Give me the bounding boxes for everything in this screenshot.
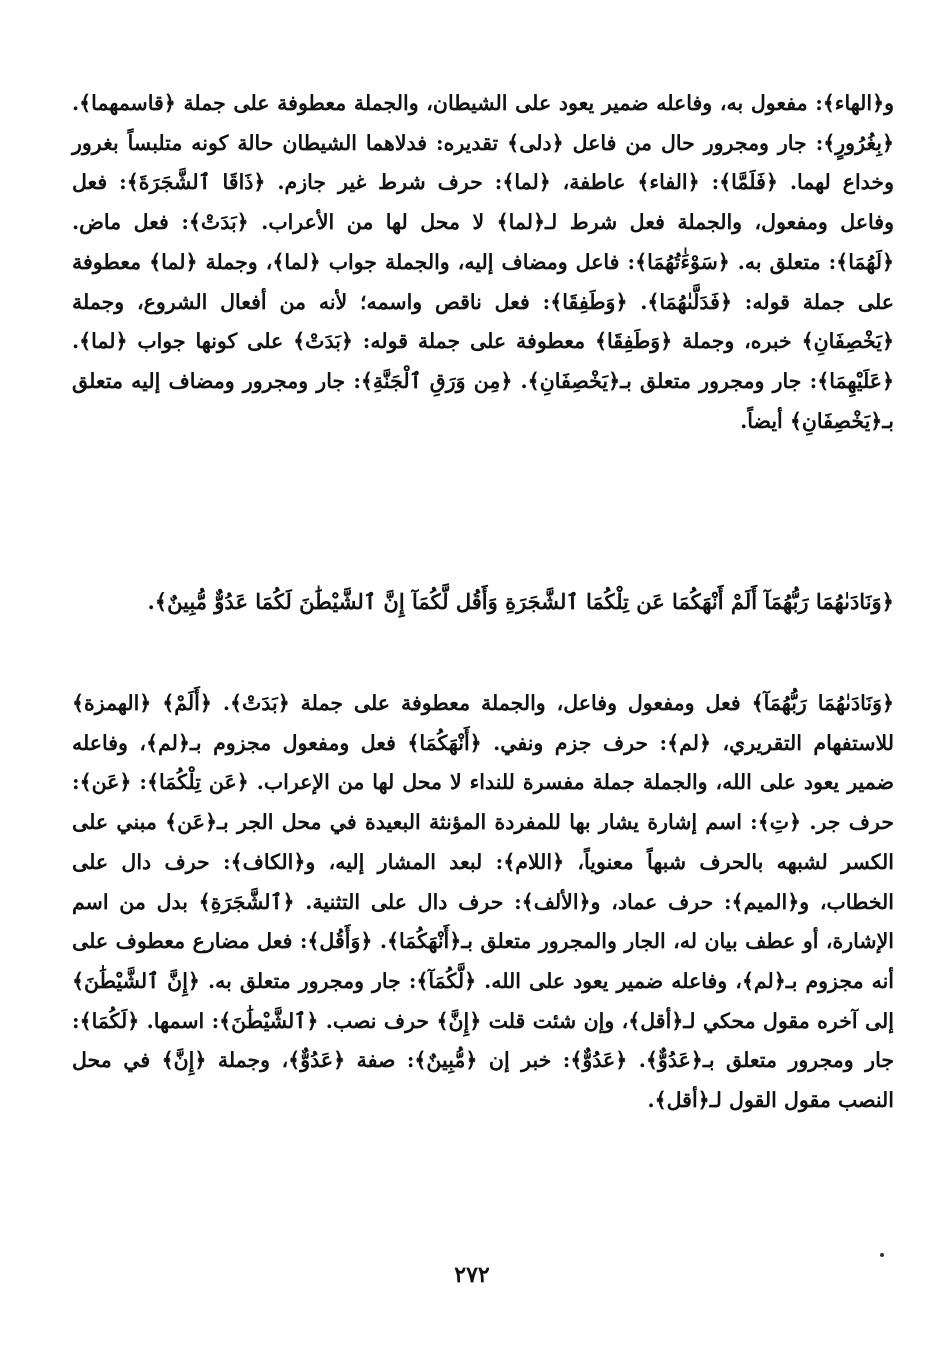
commentary-paragraph-2: ﴿وَنَادَىٰهُمَا رَبُّهُمَآ﴾ فعل ومفعول وفاعل، والجملة معطوفة على جملة ﴿بَدَتْ﴾. ﴿أَلَمْ﴾ ﴿الهمزة﴾ للاستفهام التقريري، ﴿لم﴾: حرف جزم ونفي. ﴿أَنْهَكُمَا﴾ فعل ومفعول مجزوم بـ﴿لم﴾، وفاعله ضمير يعود على الله، والجملة جملة مفسرة للنداء لا محل لها من الإعراب. ﴿عَن تِلْكُمَا﴾: ﴿عَن﴾: حرف جر. ﴿تِ﴾: اسم إشارة يشار بها للمفردة المؤنثة البعيدة في محل الجر بـ﴿عَن﴾ مبني على الكسر لشبهه بالحرف شبهاً معنوياً، ﴿اللام﴾: لبعد المشار إليه، و﴿الكاف﴾: حرف دال على الخطاب، و﴿الميم﴾: حرف عماد، و﴿الألف﴾: حرف دال على التثنية. ﴿ٱلشَّجَرَةِ﴾ بدل من اسم الإشارة، أو عطف بيان له، الجار والمجرور متعلق بـ﴿أَنْهَكُمَا﴾. ﴿وَأَقُل﴾: فعل مضارع معطوف على أنه مجزوم بـ﴿لم﴾، وفاعله ضمير يعود على الله. ﴿لَّكُمَآ﴾: جار ومجرور متعلق به. ﴿إِنَّ ٱلشَّيْطَٰنَ﴾ إلى آخره مقول محكي لـ﴿أقل﴾، وإن شئت قلت ﴿إِنَّ﴾ حرف نصب. ﴿ٱلشَّيْطَٰنَ﴾: اسمها. ﴿لَكُمَا﴾: جار ومجرور متعلق بـ﴿عَدُوٌّ﴾. ﴿عَدُوٌّ﴾: خبر إن ﴿مُّبِينٌ﴾: صفة ﴿عَدُوٌّ﴾، وجملة ﴿إِنَّ﴾ في محل النصب مقول القول لـ﴿أقل﴾. xyxy=(72,691,894,1113)
page-number: ٢٧٢ xyxy=(454,1262,490,1288)
quran-verse: ﴿وَنَادَىٰهُمَا رَبُّهُمَآ أَلَمْ أَنْهَكُمَا عَن تِلْكُمَا ٱلشَّجَرَةِ وَأَقُل لَّكُمَآ إِنَّ ٱلشَّيْطَٰنَ لَكُمَا عَدُوٌّ مُّبِينٌ﴾. xyxy=(147,589,894,614)
commentary-block-1 xyxy=(72,84,894,560)
commentary-block-2 xyxy=(72,684,894,1160)
commentary-paragraph-1: و﴿الهاء﴾: مفعول به، وفاعله ضمير يعود على الشيطان، والجملة معطوفة على جملة ﴿قاسمهما﴾. ﴿بِغُرُورٍ﴾: جار ومجرور حال من فاعل ﴿دلى﴾ تقديره: فدلاهما الشيطان حالة كونه متلبساً بغرور وخداع لهما. ﴿فَلَمَّا﴾: ﴿الفاء﴾ عاطفة، ﴿لما﴾: حرف شرط غير جازم. ﴿ذَاقَا ٱلشَّجَرَةَ﴾: فعل وفاعل ومفعول، والجملة فعل شرط لـ﴿لما﴾ لا محل لها من الأعراب. ﴿بَدَتْ﴾: فعل ماض. ﴿لَهُمَا﴾: متعلق به. ﴿سَوْءَٰتُهُمَا﴾: فاعل ومضاف إليه، والجملة جواب ﴿لما﴾، وجملة ﴿لما﴾ معطوفة على جملة قوله: ﴿فَدَلَّىٰهُمَا﴾. ﴿وَطَفِقَا﴾: فعل ناقص واسمه؛ لأنه من أفعال الشروع، وجملة ﴿يَخْصِفَانِ﴾ خبره، وجملة ﴿وَطَفِقَا﴾ معطوفة على جملة قوله: ﴿بَدَتْ﴾ على كونها جواب ﴿لما﴾. ﴿عَلَيْهِمَا﴾: جار ومجرور متعلق بـ﴿يَخْصِفَانِ﴾. ﴿مِن وَرَقِ ٱلْجَنَّةِ﴾: جار ومجرور ومضاف إليه متعلق بـ﴿يَخْصِفَانِ﴾ أيضاً. xyxy=(72,91,894,433)
stray-dot-mark xyxy=(880,1253,884,1257)
verse-block xyxy=(72,582,894,662)
page-body xyxy=(72,84,894,1160)
